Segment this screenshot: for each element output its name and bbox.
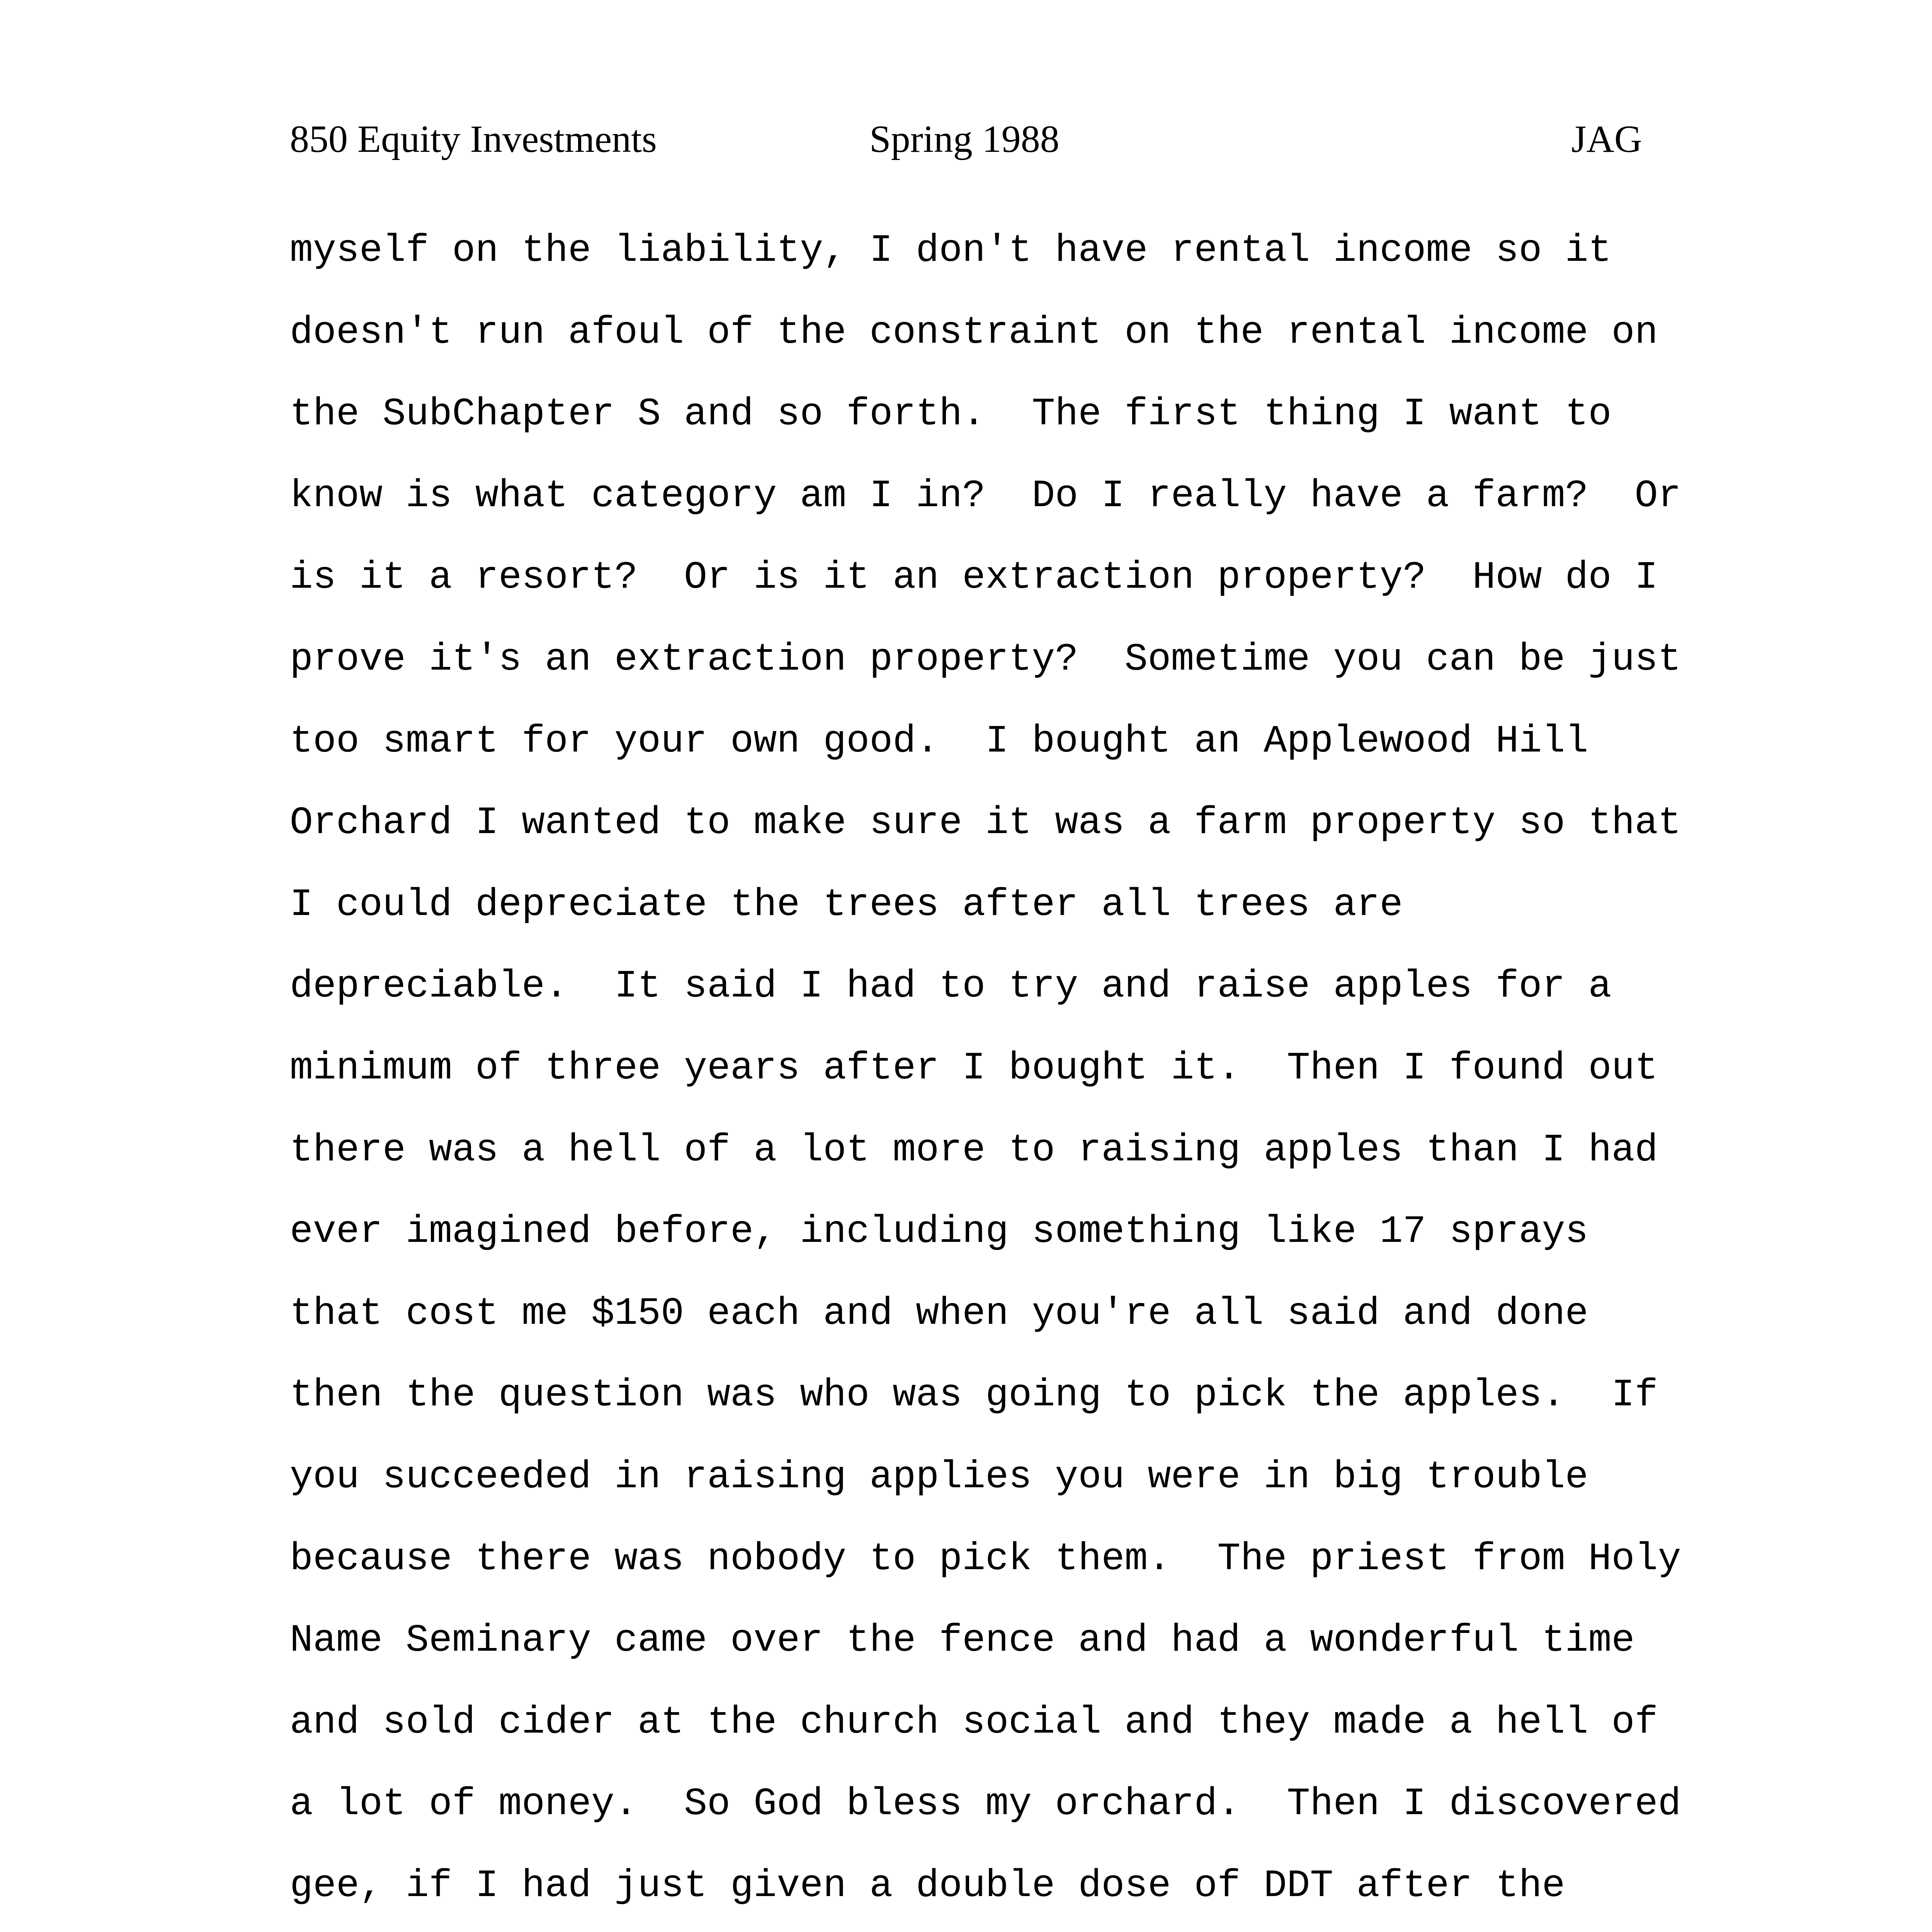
text-line: gee, if I had just given a double dose of DDT after the bbox=[290, 1864, 1565, 1908]
text-line: ever imagined before, including something like 17 sprays bbox=[290, 1210, 1588, 1254]
text-line: Orchard I wanted to make sure it was a farm property so that bbox=[290, 801, 1681, 845]
text-line: depreciable. It said I had to try and raise apples for a bbox=[290, 965, 1612, 1009]
text-line: a lot of money. So God bless my orchard. Then I discovered bbox=[290, 1782, 1681, 1827]
header-term: Spring 1988 bbox=[869, 117, 1060, 160]
text-line: myself on the liability, I don't have rental income so it bbox=[290, 229, 1612, 273]
text-line: prove it's an extraction property? Sometime you can be just bbox=[290, 638, 1681, 682]
text-line: then the question was who was going to pick the apples. If bbox=[290, 1374, 1658, 1418]
text-line: I could depreciate the trees after all trees are bbox=[290, 883, 1403, 927]
text-line: doesn't run afoul of the constraint on the rental income on bbox=[290, 311, 1658, 355]
text-line: know is what category am I in? Do I really have a farm? Or bbox=[290, 474, 1681, 518]
page-header bbox=[290, 112, 1642, 166]
text-line: there was a hell of a lot more to raising apples than I had bbox=[290, 1128, 1658, 1172]
transcript-body bbox=[290, 220, 1700, 1932]
header-initials: JAG bbox=[1571, 117, 1642, 160]
text-line: too smart for your own good. I bought an Applewood Hill bbox=[290, 719, 1588, 764]
header-course: 850 Equity Investments bbox=[290, 117, 657, 160]
text-line: Name Seminary came over the fence and had a wonderful time bbox=[290, 1619, 1635, 1663]
text-line: you succeeded in raising applies you were in big trouble bbox=[290, 1455, 1588, 1499]
text-line: the SubChapter S and so forth. The first thing I want to bbox=[290, 393, 1612, 437]
text-line: that cost me $150 each and when you're all said and done bbox=[290, 1292, 1588, 1336]
text-line: because there was nobody to pick them. The priest from Holy bbox=[290, 1537, 1681, 1581]
text-line: and sold cider at the church social and they made a hell of bbox=[290, 1701, 1658, 1745]
text-line: is it a resort? Or is it an extraction property? How do I bbox=[290, 556, 1658, 600]
text-line: minimum of three years after I bought it. Then I found out bbox=[290, 1046, 1658, 1090]
